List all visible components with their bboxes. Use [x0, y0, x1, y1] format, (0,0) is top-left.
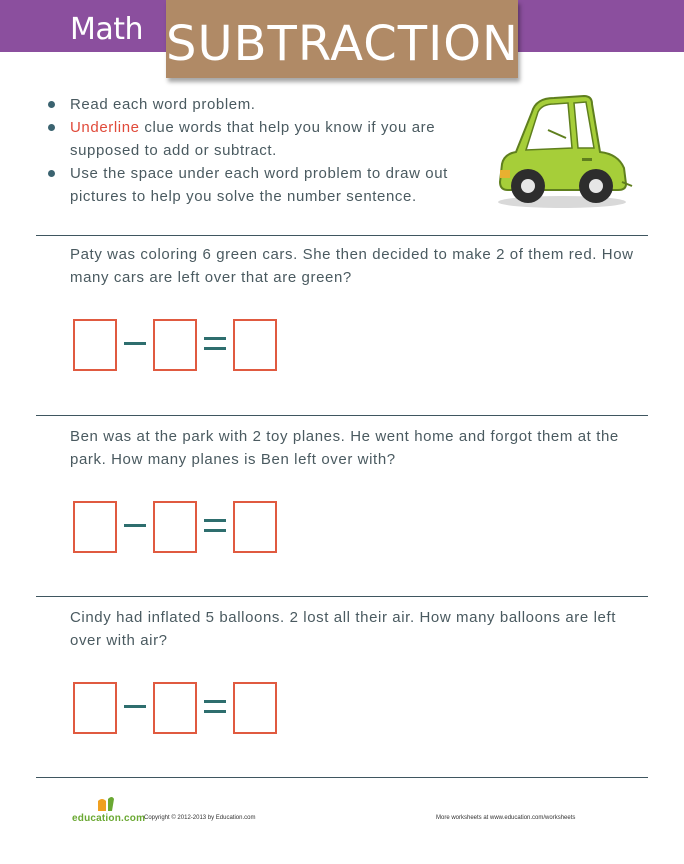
copyright-text: Copyright © 2012-2013 by Education.com [144, 815, 256, 821]
answer-box[interactable] [73, 682, 117, 734]
instruction-item [42, 116, 482, 162]
instruction-highlight: Underline [70, 119, 140, 136]
answer-box[interactable] [73, 319, 117, 371]
instruction-text: Use the space under each word problem to draw out pictures to help you solve the number sentence. [70, 165, 448, 205]
divider [36, 415, 648, 416]
divider [36, 777, 648, 778]
car-illustration-icon [492, 90, 634, 216]
word-problem: Paty was coloring 6 green cars. She then decided to make 2 of them red. How many cars are left over that are green? [70, 246, 634, 286]
instruction-text: clue words that help you know if you are supposed to add or subtract. [70, 119, 436, 159]
bullet-icon [48, 170, 55, 177]
answer-box[interactable] [153, 319, 197, 371]
answer-box[interactable] [233, 682, 277, 734]
answer-box[interactable] [153, 501, 197, 553]
subject-label: Math [70, 12, 144, 47]
instruction-text: Read each word problem. [70, 96, 256, 113]
equals-sign-icon [204, 337, 226, 351]
divider [36, 596, 648, 597]
divider [36, 235, 648, 236]
answer-box[interactable] [233, 501, 277, 553]
more-worksheets-link[interactable]: More worksheets at www.education.com/worksheets [436, 815, 576, 821]
bullet-icon [48, 124, 55, 131]
instruction-item [42, 162, 482, 208]
answer-box[interactable] [153, 682, 197, 734]
answer-box[interactable] [233, 319, 277, 371]
word-problem: Ben was at the park with 2 toy planes. He went home and forgot them at the park. How many planes is Ben left over with? [70, 428, 619, 468]
minus-sign-icon [124, 524, 146, 527]
instruction-list [42, 93, 482, 208]
minus-sign-icon [124, 342, 146, 345]
minus-sign-icon [124, 705, 146, 708]
equals-sign-icon [204, 519, 226, 533]
equals-sign-icon [204, 700, 226, 714]
instruction-item [42, 93, 482, 116]
bullet-icon [48, 101, 55, 108]
word-problem: Cindy had inflated 5 balloons. 2 lost all their air. How many balloons are left over with air? [70, 609, 617, 649]
page-title: SUBTRACTION [166, 16, 519, 72]
title-banner [166, 0, 518, 78]
answer-box[interactable] [73, 501, 117, 553]
brand-logo-text: education.com [72, 813, 146, 824]
